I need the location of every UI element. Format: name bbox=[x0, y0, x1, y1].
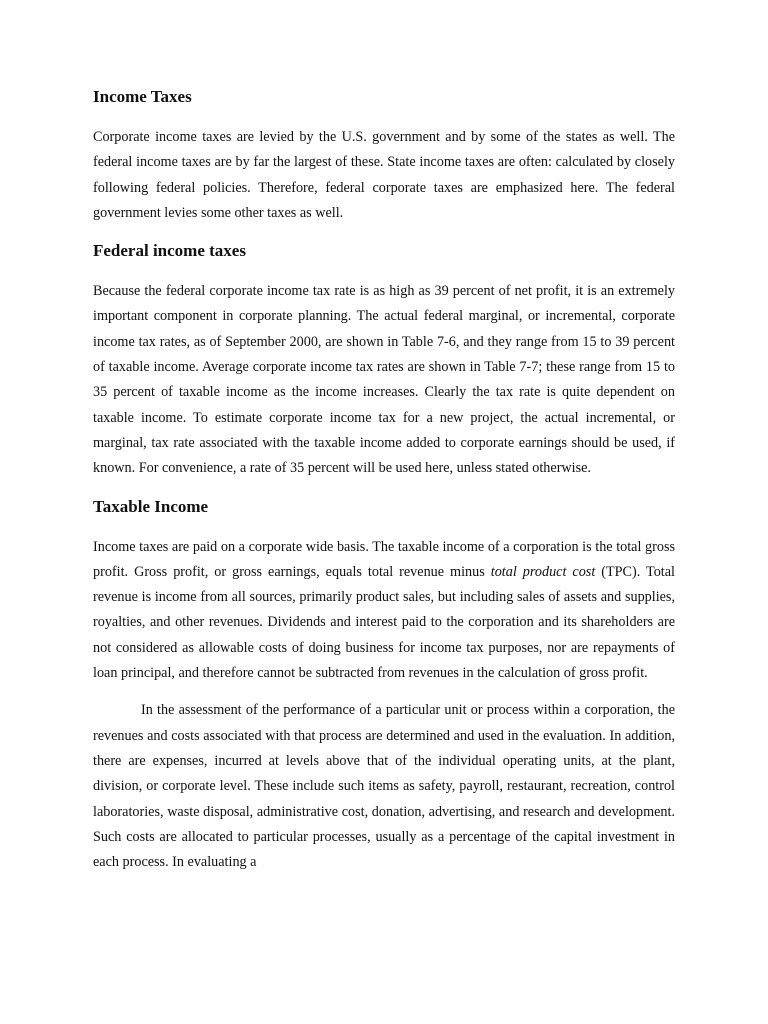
total-product-cost-emphasis: total product cost bbox=[490, 563, 596, 580]
taxable-income-text-part2: (TPC). Total revenue is income from all sources, primarily product sales, but including sales of assets and supplies, royalties, and other revenues. Dividends and interest paid to the corporation and its shareholders are not considered as allowable costs of doing business for income tax purposes, nor are repayments of loan principal, and therefore cannot be subtracted from revenues in the calculation of gross profit. bbox=[93, 563, 675, 682]
paragraph-income-taxes: Corporate income taxes are levied by the U.S. government and by some of the states as well. The federal income taxes are by far the largest of these. State income taxes are often: calculated by closely following federal policies. Therefore, federal corporate taxes are emphasized here. The federal government levies some other taxes as well. bbox=[93, 129, 675, 221]
paragraph-federal-income-taxes: Because the federal corporate income tax rate is as high as 39 percent of net profit, it is an extremely important component in corporate planning. The actual federal marginal, or incremental, corporate income tax rates, as of September 2000, are shown in Table 7-6, and they range from 15 to 39 percent of taxable income. Average corporate income tax rates are shown in Table 7-7; these range from 15 to 35 percent of taxable income as the income increases. Clearly the tax rate is quite dependent on taxable income. To estimate corporate income tax for a new project, the actual incremental, or marginal, tax rate associated with the taxable income added to corporate earnings should be used, if known. For convenience, a rate of 35 percent will be used here, unless stated otherwise. bbox=[93, 283, 675, 477]
paragraph-assessment: In the assessment of the performance of a particular unit or process within a corporation, the revenues and costs associated with that process are determined and used in the evaluation. In addition, there are expenses, incurred at levels above that of the individual operating units, at the plant, division, or corporate level. These include such items as safety, payroll, restaurant, recreation, control laboratories, waste disposal, administrative cost, donation, advertising, and research and development. Such costs are allocated to particular processes, usually as a percentage of the capital investment in each process. In evaluating a bbox=[93, 702, 675, 871]
heading-income-taxes: Income Taxes bbox=[93, 87, 192, 106]
heading-taxable-income: Taxable Income bbox=[93, 496, 209, 516]
paragraph-taxable-income bbox=[93, 535, 675, 687]
heading-federal-income-taxes: Federal income taxes bbox=[93, 241, 246, 261]
taxable-income-text-part1: Income taxes are paid on a corporate wide basis. The taxable income of a corporation is the total gross profit. Gross profit, or gross earnings, equals total revenue minus bbox=[93, 538, 675, 580]
document-page bbox=[93, 86, 675, 875]
